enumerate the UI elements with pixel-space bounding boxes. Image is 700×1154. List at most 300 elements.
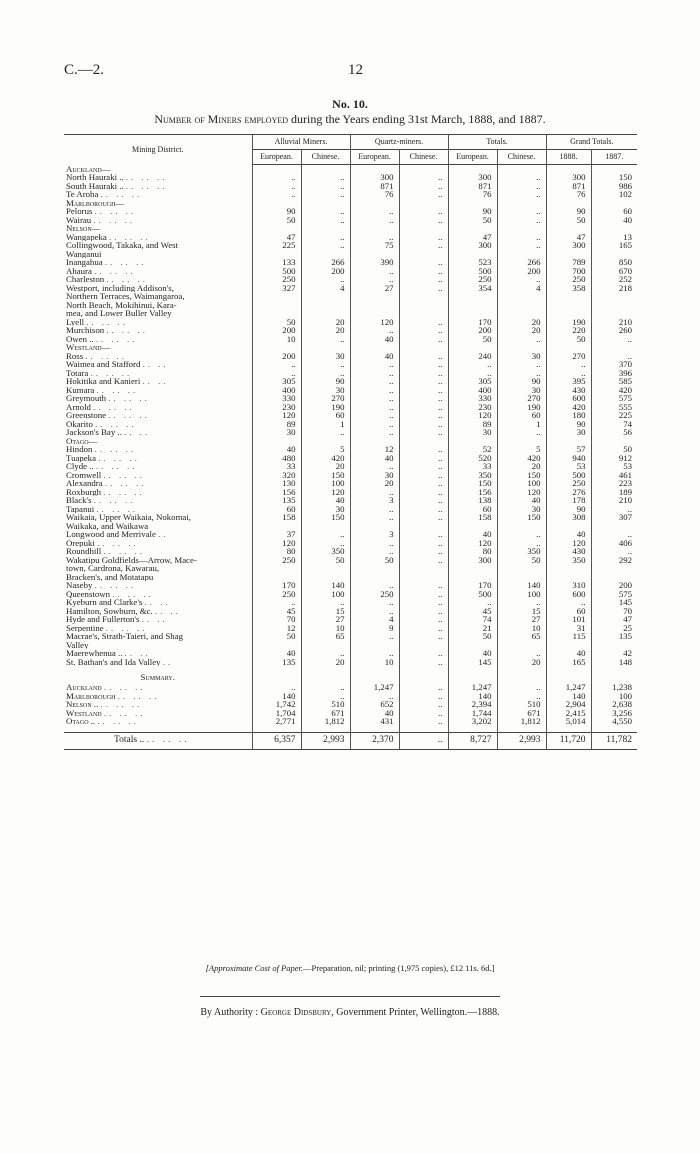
value-alluvial-chinese: 1 [301,420,350,429]
table-row [64,403,637,412]
value-alluvial-european: 133 [252,258,301,267]
continuation-row [64,292,637,301]
summary-heading-row [64,672,637,683]
district-label-cell [64,377,252,386]
value-grand-1888: 101 [546,615,591,624]
value-totals-chinese: 20 [497,318,546,327]
district-label-cell [64,462,252,471]
value-grand-1887: 575 [618,589,633,598]
empty-cell [301,573,350,582]
value-quartz-chinese: .. [399,182,448,191]
value-totals-chinese: .. [497,428,546,437]
leader-dots: .. .. .. [108,394,150,403]
value-grand-1888: 871 [546,182,591,191]
district-label-cell [64,292,252,301]
header-alluvial-chinese: Chinese. [301,150,350,165]
value-grand-1887: 40 [623,215,633,224]
continuation-row [64,573,637,582]
value-alluvial-chinese: 510 [301,700,350,709]
district-label-cell [64,335,252,344]
value-grand-1888: 60 [546,607,591,616]
value-quartz-european: .. [350,547,399,556]
value-alluvial-chinese: .. [301,182,350,191]
value-grand-1888: 250 [546,479,591,488]
value-quartz-chinese: .. [399,581,448,590]
value-alluvial-european: .. [252,683,301,692]
header-grand-totals: Grand Totals. [546,135,637,150]
section-row [64,199,637,208]
value-totals-european: 150 [448,479,497,488]
value-alluvial-chinese: 120 [301,488,350,497]
value-totals-chinese: .. [497,275,546,284]
value-quartz-chinese: .. [399,326,448,335]
value-grand-1887: .. [627,547,633,556]
leader-dots: .. .. .. [100,190,143,199]
value-totals-european: 40 [448,530,497,539]
table-row [64,326,637,335]
value-grand-1887: 1,238 [612,683,633,692]
value-grand-1887: 307 [618,513,633,522]
value-alluvial-chinese: .. [301,335,350,344]
value-totals-european: 1,744 [448,709,497,718]
value-alluvial-european: 400 [252,386,301,395]
value-grand-1887: 13 [623,232,633,241]
value-totals-chinese: 10 [497,624,546,633]
empty-cell [301,301,350,310]
value-alluvial-chinese: 150 [301,471,350,480]
value-grand-1888: 276 [546,488,591,497]
value-quartz-chinese: .. [399,598,448,607]
district-name: Serpentine [66,623,104,632]
header-totals-european: European. [448,150,497,165]
value-grand-1888: 47 [546,233,591,242]
value-totals-european: 170 [448,318,497,327]
empty-cell [350,224,399,233]
value-alluvial-chinese: 350 [301,547,350,556]
empty-cell [497,292,546,301]
value-quartz-european: 30 [350,471,399,480]
value-totals-european: 158 [448,513,497,522]
value-alluvial-chinese: 15 [301,607,350,616]
value-grand-1887: 148 [618,657,633,666]
empty-cell [252,309,301,318]
value-totals-chinese: 1,812 [497,717,546,726]
district-name: Westport, including Addison's, [66,283,174,292]
table-row [64,488,637,497]
value-totals-chinese: 20 [497,462,546,471]
value-totals-european: 871 [448,182,497,191]
value-quartz-european: .. [350,632,399,641]
district-name: North Hauraki .. [66,173,124,182]
table-row [64,581,637,590]
value-alluvial-chinese: .. [301,360,350,369]
value-alluvial-european: 480 [252,454,301,463]
value-quartz-european: 3 [350,530,399,539]
district-name: Westland— [66,343,111,352]
value-totals-european: 230 [448,403,497,412]
empty-cell [497,564,546,573]
value-alluvial-chinese: 100 [301,479,350,488]
district-label-cell [64,394,252,403]
value-totals-chinese: 50 [497,556,546,565]
value-alluvial-european: 135 [252,496,301,505]
value-grand-1888: 308 [546,513,591,522]
value-alluvial-european: 305 [252,377,301,386]
value-alluvial-european: .. [252,360,301,369]
value-alluvial-european: 90 [252,207,301,216]
district-label-cell [64,420,252,429]
summary-row [64,683,637,692]
value-quartz-european: 40 [350,709,399,718]
value-quartz-european: .. [350,649,399,658]
value-alluvial-european: 250 [252,556,301,565]
district-name: Collingwood, Takaka, and West [66,241,178,250]
value-grand-1888: 300 [546,173,591,182]
value-quartz-european: .. [350,326,399,335]
district-label-cell [64,233,252,242]
leader-dots: .. .. .. [96,385,139,394]
empty-cell [591,199,637,208]
empty-cell [497,301,546,310]
value-alluvial-european: 50 [252,318,301,327]
value-alluvial-european: 200 [252,352,301,361]
empty-cell [448,641,497,650]
district-label-cell [64,437,252,446]
value-alluvial-european: 10 [252,335,301,344]
value-totals-european: 89 [448,420,497,429]
value-alluvial-chinese: 40 [301,496,350,505]
table-row [64,394,637,403]
value-grand-1887: 70 [623,606,633,615]
district-label-cell [64,343,252,352]
header-grand-1888: 1888. [546,150,591,165]
district-label-cell [64,598,252,607]
empty-cell [350,309,399,318]
value-quartz-european: .. [350,488,399,497]
value-totals-european: 74 [448,615,497,624]
value-grand-1887: 218 [618,283,633,292]
district-name: Waimea and Stafford [66,360,141,369]
district-label-cell [64,352,252,361]
header-mining-district: Mining District. [64,135,252,165]
district-name: Greymouth [66,394,107,403]
value-quartz-chinese: .. [399,471,448,480]
district-label-cell [64,224,252,233]
value-grand-1888: 300 [546,241,591,250]
empty-cell [591,250,637,259]
value-totals-chinese: 40 [497,496,546,505]
empty-cell [591,224,637,233]
table-row [64,462,637,471]
value-quartz-european: .. [350,411,399,420]
value-quartz-chinese: .. [399,496,448,505]
totals-row [64,732,637,749]
empty-cell [546,641,591,650]
value-grand-1887: 42 [623,649,633,658]
leader-dots: .. .. .. [94,207,137,216]
value-alluvial-chinese: .. [301,173,350,182]
empty-cell [591,641,637,650]
value-alluvial-european: 250 [252,590,301,599]
empty-cell [497,165,546,174]
value-grand-1888: 420 [546,403,591,412]
value-alluvial-european: 30 [252,428,301,437]
empty-cell [399,672,448,683]
value-totals-chinese: 671 [497,709,546,718]
table-row [64,216,637,225]
table-row [64,258,637,267]
leader-dots: .. .. [154,606,181,615]
value-quartz-european: 390 [350,258,399,267]
leader-dots: .. .. .. [125,181,168,190]
empty-cell [497,199,546,208]
empty-cell [546,672,591,683]
district-label-cell [64,658,252,667]
empty-cell [497,343,546,352]
value-totals-chinese: .. [497,598,546,607]
district-label-cell [64,454,252,463]
district-name: town, Cardrona, Kawarau, [66,564,160,573]
value-grand-1888: 40 [546,530,591,539]
value-totals-european: 1,247 [448,683,497,692]
table-row [64,454,637,463]
value-totals-european: 80 [448,547,497,556]
table-row [64,284,637,293]
table-row [64,445,637,454]
empty-cell [301,522,350,531]
value-alluvial-chinese: 270 [301,394,350,403]
value-quartz-european: .. [350,386,399,395]
district-name: Longwood and Merrivale [66,530,156,539]
district-label-cell [64,165,252,174]
empty-cell [546,522,591,531]
value-grand-1887: 189 [618,487,633,496]
empty-cell [350,250,399,259]
section-row [64,437,637,446]
empty-cell [546,292,591,301]
value-totals-chinese: .. [497,649,546,658]
value-grand-1888: 1,247 [546,683,591,692]
value-grand-1888: 76 [546,190,591,199]
empty-cell [399,343,448,352]
empty-cell [399,641,448,650]
value-totals-chinese: .. [497,173,546,182]
empty-cell [591,522,637,531]
value-alluvial-european: 33 [252,462,301,471]
document-reference: C.—2. [64,62,105,78]
empty-cell [591,343,637,352]
value-alluvial-chinese: 420 [301,454,350,463]
value-quartz-european: .. [350,420,399,429]
district-name: Westland [66,708,102,717]
value-alluvial-chinese: .. [301,539,350,548]
value-alluvial-chinese: .. [301,275,350,284]
empty-cell [301,564,350,573]
empty-cell [546,343,591,352]
value-alluvial-chinese: 30 [301,505,350,514]
value-quartz-european: 76 [350,190,399,199]
empty-cell [252,437,301,446]
empty-cell [350,199,399,208]
value-quartz-european: 300 [350,173,399,182]
leader-dots: .. .. [142,377,169,386]
district-label-cell [64,326,252,335]
value-alluvial-chinese: .. [301,369,350,378]
value-grand-1887: 461 [618,470,633,479]
empty-cell [252,672,301,683]
value-alluvial-european: 500 [252,267,301,276]
empty-cell [497,641,546,650]
page-header [64,62,634,82]
leader-dots: .. .. .. [95,462,138,471]
table-row [64,607,637,616]
district-name: Okarito [66,419,93,428]
value-totals-chinese: 100 [497,479,546,488]
leader-dots: .. .. .. [95,419,137,428]
value-alluvial-european: 60 [252,505,301,514]
district-name: North Beach, Mokihinui, Kara- [66,300,177,309]
district-label-cell [64,564,252,573]
leader-dots: .. .. [142,360,169,369]
value-alluvial-chinese: 671 [301,709,350,718]
empty-cell [301,641,350,650]
empty-cell [399,437,448,446]
value-grand-1887: 912 [618,453,633,462]
value-alluvial-chinese: .. [301,190,350,199]
value-alluvial-european: 120 [252,411,301,420]
value-alluvial-chinese: 140 [301,581,350,590]
district-label-cell [64,309,252,318]
value-quartz-european: .. [350,539,399,548]
value-quartz-european: 40 [350,335,399,344]
district-label-cell [64,173,252,182]
value-totals-european: 300 [448,173,497,182]
leader-dots: .. .. .. [105,623,148,632]
district-name: Nelson .. [66,700,99,709]
empty-cell [301,343,350,352]
district-label-cell [64,403,252,412]
value-totals-european: .. [448,598,497,607]
value-grand-1887: 11,782 [591,732,637,749]
value-grand-1887: 555 [618,402,633,411]
value-quartz-european: .. [350,403,399,412]
summary-row [64,692,637,701]
district-label-cell [64,692,252,701]
district-label-cell [64,683,252,692]
empty-cell [497,309,546,318]
table-title-rest: during the Years ending 31st March, 1888, and 1887. [291,112,546,126]
district-label-cell [64,709,252,718]
value-quartz-chinese: .. [399,709,448,718]
value-alluvial-european: 40 [252,445,301,454]
value-quartz-chinese: .. [399,428,448,437]
district-label-cell [64,700,252,709]
empty-cell [399,301,448,310]
value-totals-chinese: 150 [497,513,546,522]
value-totals-european: 120 [448,539,497,548]
value-totals-chinese: 510 [497,700,546,709]
totals-label: Totals .. [114,735,145,746]
header-alluvial-miners: Alluvial Miners. [252,135,350,150]
district-label-cell [64,386,252,395]
continuation-row [64,564,637,573]
value-quartz-european: 75 [350,241,399,250]
value-alluvial-european: 1,742 [252,700,301,709]
summary-row [64,709,637,718]
table-row [64,369,637,378]
value-totals-chinese: 30 [497,505,546,514]
table-row [64,182,637,191]
district-label-cell [64,190,252,199]
value-totals-chinese: .. [497,241,546,250]
header-alluvial-european: European. [252,150,301,165]
value-totals-european: 21 [448,624,497,633]
district-label-cell [64,513,252,522]
value-quartz-european: .. [350,598,399,607]
value-grand-1888: 395 [546,377,591,386]
value-totals-chinese: 20 [497,658,546,667]
value-totals-european: 50 [448,632,497,641]
empty-cell [301,224,350,233]
value-totals-european: 60 [448,505,497,514]
value-alluvial-chinese: 150 [301,513,350,522]
value-grand-1887: 370 [618,360,633,369]
value-quartz-chinese: .. [399,411,448,420]
table-row [64,267,637,276]
empty-cell [399,564,448,573]
value-grand-1887: 100 [618,691,633,700]
value-totals-european: 170 [448,581,497,590]
value-totals-chinese: 30 [497,352,546,361]
leader-dots: .. .. .. [93,496,136,505]
district-name: Queenstown [66,589,110,598]
district-name: Kumara [66,385,95,394]
leader-dots: .. .. .. [90,368,133,377]
value-totals-chinese: 350 [497,547,546,556]
value-quartz-chinese: .. [399,505,448,514]
empty-cell [591,301,637,310]
district-name: Totara [66,368,89,377]
value-quartz-chinese: .. [399,649,448,658]
value-totals-chinese: 100 [497,590,546,599]
value-grand-1887: 150 [618,173,633,182]
value-quartz-chinese: .. [399,462,448,471]
value-alluvial-european: 40 [252,649,301,658]
leader-dots: .. .. .. [97,538,139,547]
district-label-cell [64,539,252,548]
empty-cell [350,573,399,582]
table-row [64,318,637,327]
district-label-cell [64,258,252,267]
section-row [64,224,637,233]
district-label-cell [64,216,252,225]
continuation-row [64,309,637,318]
empty-cell [591,165,637,174]
value-quartz-chinese: .. [399,479,448,488]
value-grand-1887: 145 [618,598,633,607]
district-name: Arnold [66,402,91,411]
value-alluvial-chinese: 90 [301,377,350,386]
value-alluvial-european: 156 [252,488,301,497]
value-grand-1888: 220 [546,326,591,335]
table-row [64,471,637,480]
value-alluvial-european: 45 [252,607,301,616]
leader-dots: .. .. .. [94,266,136,275]
value-alluvial-european: 327 [252,284,301,293]
value-grand-1888: 57 [546,445,591,454]
empty-cell [448,672,497,683]
value-totals-european: 33 [448,462,497,471]
